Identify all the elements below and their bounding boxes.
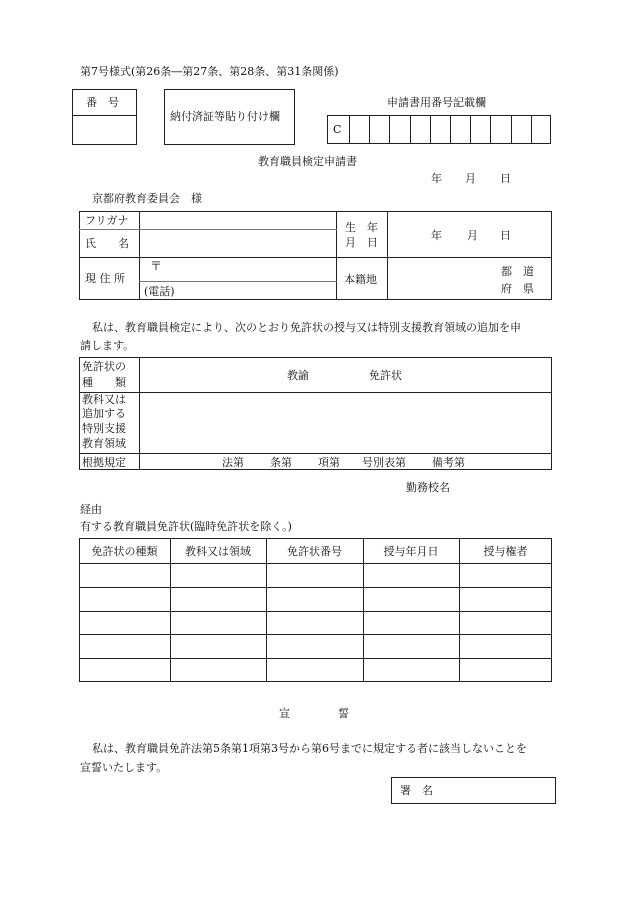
name-field[interactable] xyxy=(140,230,336,257)
held-table-cell[interactable] xyxy=(171,564,265,586)
birth-label-2: 月 日 xyxy=(345,236,378,249)
date-year: 年 xyxy=(431,172,442,185)
birth-date-field[interactable] xyxy=(388,212,551,257)
license-type-teacher: 教諭 xyxy=(287,369,309,382)
oath-title-1: 宣 xyxy=(279,707,290,720)
subject-field[interactable] xyxy=(140,393,551,453)
held-header-cell: 教科又は領域 xyxy=(185,544,251,558)
held-table-cell[interactable] xyxy=(460,588,551,610)
held-header-cell: 授与権者 xyxy=(483,544,528,558)
held-table-cell[interactable] xyxy=(80,612,169,634)
held-table-cell[interactable] xyxy=(364,612,458,634)
applicant-mid-divider xyxy=(336,211,337,300)
license-type-license: 免許状 xyxy=(369,369,402,382)
furigana-label: フリガナ xyxy=(85,214,129,227)
held-table-cell[interactable] xyxy=(80,588,169,610)
held-table-cell[interactable] xyxy=(171,659,265,681)
signature-label: 署 名 xyxy=(400,784,433,797)
prefecture-suffix-1: 都 道 xyxy=(501,265,534,278)
app-number-digit-cell[interactable] xyxy=(370,116,389,143)
subject-label-1: 教科又は xyxy=(82,393,126,406)
phone-field[interactable] xyxy=(190,282,336,299)
address-label: 現 住 所 xyxy=(85,272,125,285)
held-table-cell[interactable] xyxy=(171,635,265,657)
via-label: 経由 xyxy=(80,503,102,516)
document-title: 教育職員検定申請書 xyxy=(258,155,357,168)
domicile-label: 本籍地 xyxy=(344,273,377,286)
license-type-field[interactable] xyxy=(140,358,551,392)
app-number-digit-cell[interactable] xyxy=(390,116,409,143)
held-table-cell[interactable] xyxy=(171,612,265,634)
held-table-cell[interactable] xyxy=(460,659,551,681)
subject-label-3: 特別支援 xyxy=(82,422,126,435)
basis-item-table: 号別表第 xyxy=(362,456,406,469)
held-table-cell[interactable] xyxy=(267,635,362,657)
form-number-label: 第7号様式(第26条―第27条、第28条、第31条関係) xyxy=(80,65,339,78)
held-licenses-title: 有する教育職員免許状(臨時免許状を除く。) xyxy=(80,520,292,533)
statement-line-1: 私は、教育職員検定により、次のとおり免許状の授与又は特別支援教育領域の追加を申 xyxy=(92,321,521,334)
address-field[interactable] xyxy=(140,258,336,281)
addressee: 京都府教育委員会 様 xyxy=(92,192,202,205)
held-table-cell[interactable] xyxy=(267,588,362,610)
app-number-digit-cell[interactable] xyxy=(532,116,551,143)
app-number-digit-cell[interactable] xyxy=(512,116,531,143)
school-label: 勤務校名 xyxy=(406,481,450,494)
date-day: 日 xyxy=(500,172,511,185)
app-number-digit-cell[interactable] xyxy=(471,116,490,143)
held-table-cell[interactable] xyxy=(171,588,265,610)
app-number-digit-cell[interactable] xyxy=(451,116,470,143)
school-field[interactable] xyxy=(452,478,552,496)
held-table-cell[interactable] xyxy=(364,659,458,681)
held-table-cell[interactable] xyxy=(267,659,362,681)
app-number-digit-cell[interactable] xyxy=(350,116,369,143)
oath-text-line-2: 宣誓いたします。 xyxy=(80,761,168,774)
basis-paragraph: 項第 xyxy=(318,456,340,469)
license-subject-divider xyxy=(79,453,552,454)
held-table-cell[interactable] xyxy=(364,635,458,657)
held-table-cell[interactable] xyxy=(364,588,458,610)
name-label: 氏 名 xyxy=(85,237,129,250)
app-number-title: 申請書用番号記載欄 xyxy=(387,96,486,109)
prefecture-suffix-2: 府 県 xyxy=(501,282,534,295)
basis-article: 条第 xyxy=(270,456,292,469)
held-header-cell: 授与年月日 xyxy=(383,544,439,558)
license-type-label-2: 種 類 xyxy=(82,376,126,389)
domicile-field[interactable] xyxy=(388,258,488,299)
app-number-digit-cell[interactable] xyxy=(411,116,430,143)
birth-day: 日 xyxy=(500,229,511,242)
oath-text-line-1: 私は、教育職員免許法第5条第1項第3号から第6号までに規定する者に該当しないことを xyxy=(92,742,527,755)
subject-label-2: 追加する xyxy=(82,407,126,420)
basis-remarks: 備考第 xyxy=(432,456,465,469)
license-type-label-1: 免許状の xyxy=(82,360,126,373)
held-table-cell[interactable] xyxy=(460,564,551,586)
statement-line-2: 請します。 xyxy=(80,339,135,352)
held-table-cell[interactable] xyxy=(80,564,169,586)
signature-field[interactable] xyxy=(440,778,555,803)
held-table-cell[interactable] xyxy=(80,659,169,681)
postal-mark: 〒 xyxy=(150,259,163,273)
held-table-cell[interactable] xyxy=(460,612,551,634)
date-month: 月 xyxy=(465,172,476,185)
birth-year: 年 xyxy=(431,229,442,242)
birth-month: 月 xyxy=(467,229,478,242)
number-box-label: 番 号 xyxy=(86,96,119,109)
furigana-field[interactable] xyxy=(140,212,336,229)
held-header-cell: 免許状の種類 xyxy=(91,544,158,558)
oath-title-2: 誓 xyxy=(338,707,349,720)
basis-label: 根拠規定 xyxy=(82,456,126,469)
held-table-cell[interactable] xyxy=(267,612,362,634)
subject-label-4: 教育領域 xyxy=(82,437,126,450)
basis-law: 法第 xyxy=(222,456,244,469)
held-table-cell[interactable] xyxy=(364,564,458,586)
held-table-cell[interactable] xyxy=(267,564,362,586)
app-number-digit-cell[interactable] xyxy=(431,116,450,143)
held-table-cell[interactable] xyxy=(460,635,551,657)
birth-label-1: 生 年 xyxy=(345,221,378,234)
number-field[interactable] xyxy=(73,116,136,144)
stamp-box-label: 納付済証等貼り付け欄 xyxy=(170,110,280,123)
held-table-cell[interactable] xyxy=(80,635,169,657)
app-number-prefix: C xyxy=(333,123,342,136)
app-number-digit-cell[interactable] xyxy=(491,116,510,143)
held-header-cell: 免許状番号 xyxy=(287,544,342,558)
phone-label: (電話) xyxy=(144,285,175,298)
